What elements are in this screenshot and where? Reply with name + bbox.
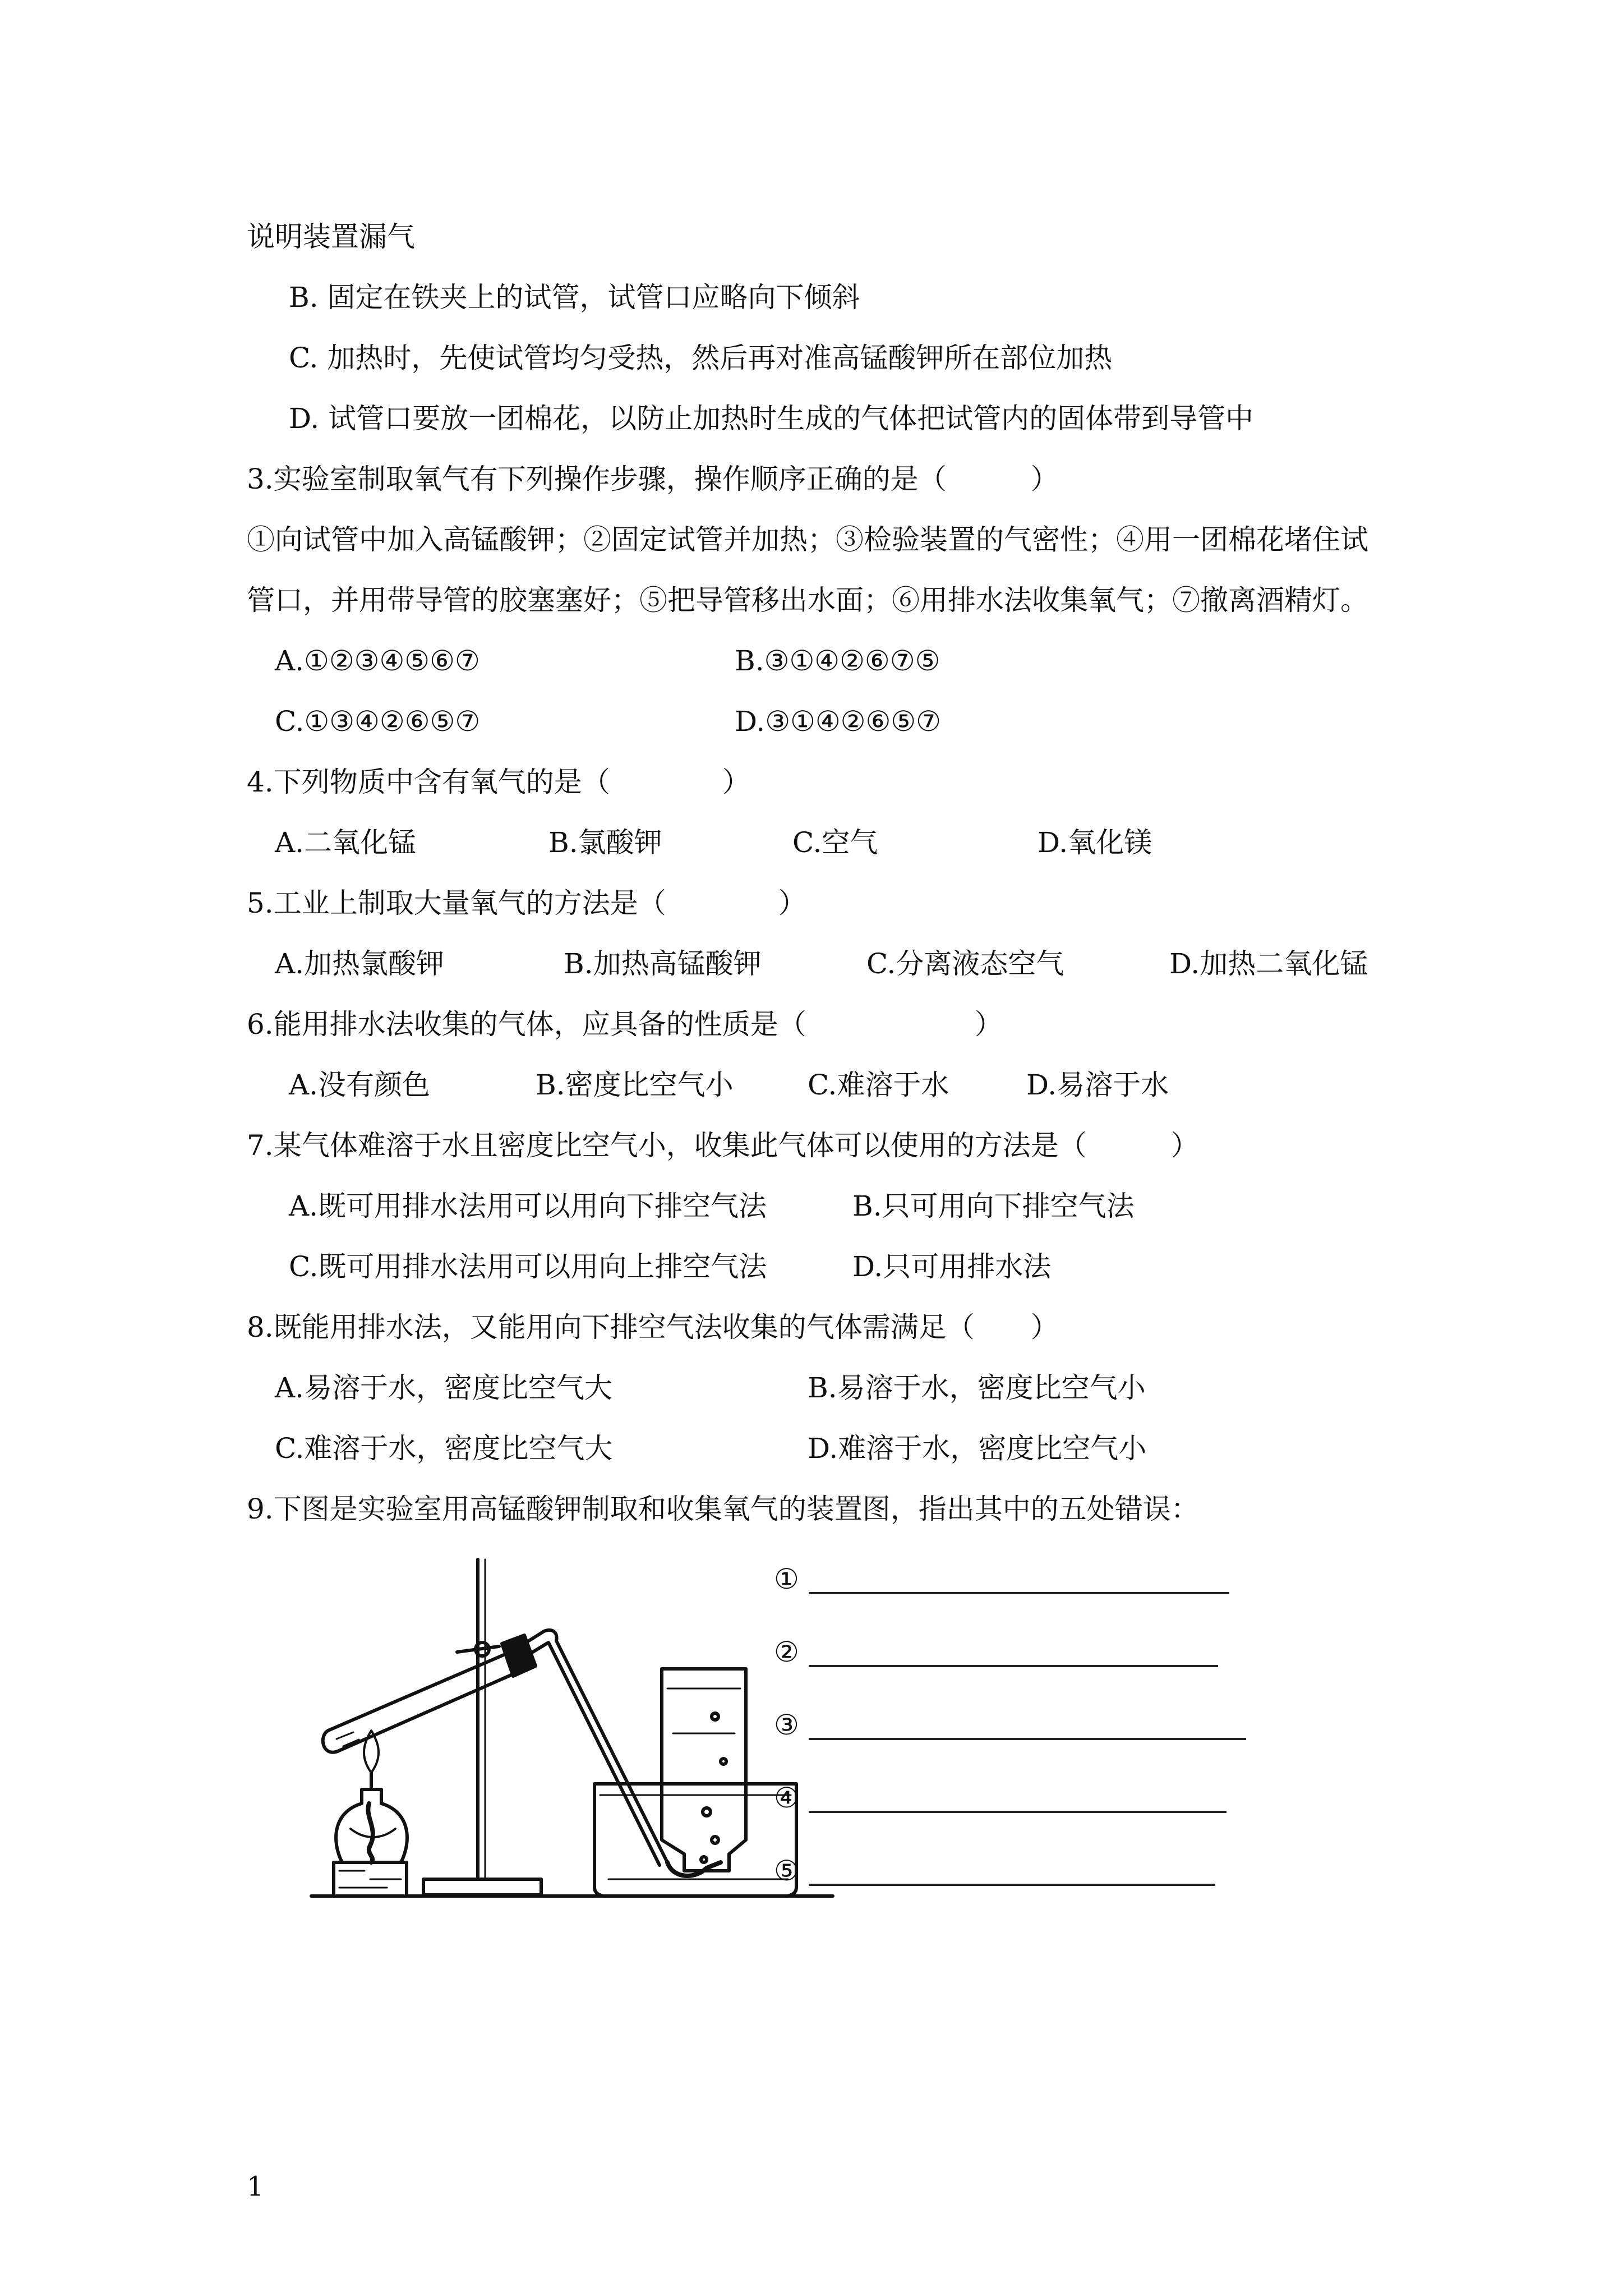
question-3-desc-1: ①向试管中加入高锰酸钾；②固定试管并加热；③检验装置的气密性；④用一团棉花堵住试 — [247, 523, 1368, 556]
question-7-stem: 7.某气体难溶于水且密度比空气小，收集此气体可以使用的方法是（ ） — [247, 1129, 1199, 1162]
question-5-option-c: C.分离液态空气 — [866, 947, 1064, 980]
question-9-stem: 9.下图是实验室用高锰酸钾制取和收集氧气的装置图，指出其中的五处错误： — [247, 1493, 1199, 1525]
oxygen-apparatus-diagram — [303, 1548, 841, 1907]
question-6-stem: 6.能用排水法收集的气体，应具备的性质是（ ） — [247, 1008, 1003, 1041]
question-5-option-d: D.加热二氧化锰 — [1169, 947, 1368, 980]
question-8-option-d: D.难溶于水，密度比空气小 — [808, 1432, 1147, 1465]
question-7-option-a: A.既可用排水法用可以用向下排空气法 — [289, 1190, 767, 1222]
question-3-option-a: A.①②③④⑤⑥⑦ — [275, 645, 480, 677]
answer-blank-1[interactable] — [809, 1592, 1229, 1594]
option-b-line: B. 固定在铁夹上的试管，试管口应略向下倾斜 — [289, 281, 860, 314]
question-4-option-c: C.空气 — [792, 826, 878, 859]
blank-label-1: ① — [774, 1563, 799, 1595]
question-3-option-c: C.①③④②⑥⑤⑦ — [275, 705, 481, 738]
question-4-option-b: B.氯酸钾 — [548, 826, 662, 859]
question-4-option-d: D.氧化镁 — [1038, 826, 1152, 859]
option-c-line: C. 加热时，先使试管均匀受热，然后再对准高锰酸钾所在部位加热 — [289, 342, 1113, 374]
blank-label-3: ③ — [774, 1709, 799, 1741]
question-3-stem: 3.实验室制取氧气有下列操作步骤，操作顺序正确的是（ ） — [247, 463, 1059, 495]
question-8-stem: 8.既能用排水法，又能用向下排空气法收集的气体需满足（ ） — [247, 1311, 1059, 1343]
question-3-desc-2: 管口，并用带导管的胶塞塞好；⑤把导管移出水面；⑥用排水法收集氧气；⑦撤离酒精灯。 — [247, 584, 1368, 616]
option-d-line: D. 试管口要放一团棉花，以防止加热时生成的气体把试管内的固体带到导管中 — [289, 402, 1254, 435]
blank-label-5: ⑤ — [774, 1855, 799, 1887]
question-3-option-b: B.③①④②⑥⑦⑤ — [735, 645, 940, 677]
question-6-option-d: D.易溶于水 — [1026, 1069, 1169, 1101]
question-7-option-b: B.只可用向下排空气法 — [852, 1190, 1135, 1222]
question-7-option-c: C.既可用排水法用可以用向上排空气法 — [289, 1250, 767, 1283]
page-number: 1 — [247, 2171, 264, 2202]
question-3-option-d: D.③①④②⑥⑤⑦ — [735, 705, 941, 738]
text-line: 说明装置漏气 — [247, 220, 415, 253]
question-6-option-c: C.难溶于水 — [808, 1069, 949, 1101]
answer-blank-4[interactable] — [809, 1811, 1227, 1813]
question-6-option-a: A.没有颜色 — [289, 1069, 431, 1101]
question-4-option-a: A.二氧化锰 — [275, 826, 417, 859]
question-4-stem: 4.下列物质中含有氧气的是（ ） — [247, 766, 750, 798]
answer-blank-5[interactable] — [809, 1884, 1215, 1886]
blank-label-2: ② — [774, 1636, 799, 1668]
question-5-option-a: A.加热氯酸钾 — [275, 947, 445, 980]
question-8-option-a: A.易溶于水，密度比空气大 — [275, 1372, 613, 1404]
answer-blank-2[interactable] — [809, 1665, 1218, 1667]
question-5-option-b: B.加热高锰酸钾 — [564, 947, 762, 980]
blank-label-4: ④ — [774, 1782, 799, 1814]
question-5-stem: 5.工业上制取大量氧气的方法是（ ） — [247, 887, 806, 919]
question-8-option-c: C.难溶于水，密度比空气大 — [275, 1432, 613, 1465]
question-7-option-d: D.只可用排水法 — [852, 1250, 1052, 1283]
question-6-option-b: B.密度比空气小 — [536, 1069, 734, 1101]
answer-blank-3[interactable] — [809, 1738, 1246, 1740]
question-8-option-b: B.易溶于水，密度比空气小 — [808, 1372, 1146, 1404]
